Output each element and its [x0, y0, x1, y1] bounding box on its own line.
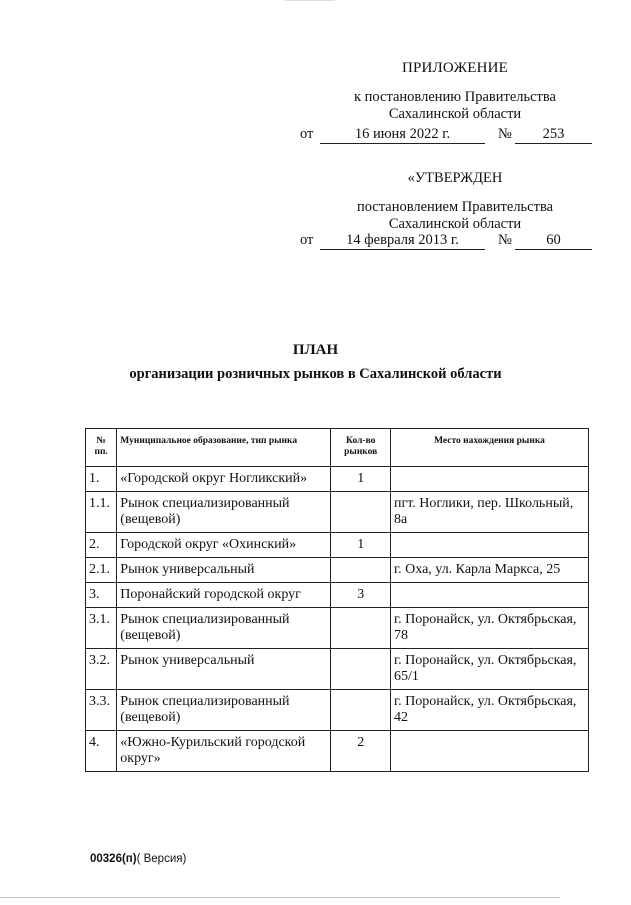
- row-count: 1: [331, 533, 391, 558]
- appendix-header: [300, 60, 590, 123]
- table-row: [86, 731, 589, 772]
- table-row: [86, 649, 589, 690]
- row-count: [331, 608, 391, 649]
- approved-line-1: постановлением Правительства: [356, 199, 554, 215]
- header-location: Место нахождения рынка: [391, 429, 589, 467]
- row-count: 1: [331, 467, 391, 492]
- header-num: № пп.: [86, 429, 117, 467]
- row-num: 4.: [86, 731, 117, 772]
- row-num: 1.: [86, 467, 117, 492]
- approved-header: [300, 170, 590, 233]
- row-count: [331, 649, 391, 690]
- table-row: [86, 583, 589, 608]
- table-header-row: [86, 429, 589, 467]
- plan-title: ПЛАН: [292, 342, 339, 358]
- appendix-from-label: от: [300, 126, 314, 142]
- approved-date: 14 февраля 2013 г.: [320, 232, 485, 250]
- row-num: 3.: [86, 583, 117, 608]
- table-row: [86, 533, 589, 558]
- markets-table: [85, 428, 589, 772]
- row-num: 2.: [86, 533, 117, 558]
- row-name: Поронайский городской округ: [117, 583, 331, 608]
- row-location: [391, 533, 589, 558]
- row-name: Рынок специализированный (вещевой): [117, 690, 331, 731]
- row-num: 1.1.: [86, 492, 117, 533]
- row-num: 3.2.: [86, 649, 117, 690]
- row-name: Городской округ «Охинский»: [117, 533, 331, 558]
- row-location: [391, 731, 589, 772]
- approved-sign-row: [300, 232, 592, 250]
- footer-version: ( Версия): [136, 853, 187, 865]
- appendix-line-1: к постановлению Правительства: [354, 89, 556, 105]
- document-footer: [90, 853, 186, 865]
- row-count: 3: [331, 583, 391, 608]
- scan-artifact-top: [285, 0, 335, 1]
- table-row: [86, 467, 589, 492]
- row-name: Рынок универсальный: [117, 558, 331, 583]
- footer-code: 00326(п): [90, 853, 137, 865]
- row-location: г. Поронайск, ул. Октябрьская, 78: [391, 608, 589, 649]
- row-location: [391, 583, 589, 608]
- row-num: 2.1.: [86, 558, 117, 583]
- row-num: 3.1.: [86, 608, 117, 649]
- appendix-date: 16 июня 2022 г.: [320, 126, 485, 144]
- approved-number-sign: №: [498, 232, 512, 248]
- row-name: «Южно-Курильский городской округ»: [117, 731, 331, 772]
- approved-title: «УТВЕРЖДЕН: [407, 170, 503, 186]
- row-location: г. Поронайск, ул. Октябрьская, 65/1: [391, 649, 589, 690]
- scan-artifact-bottom: [0, 897, 560, 898]
- plan-subtitle: организации розничных рынков в Сахалинской области: [129, 366, 502, 382]
- row-count: [331, 558, 391, 583]
- row-name: «Городской округ Ногликский»: [117, 467, 331, 492]
- table-row: [86, 690, 589, 731]
- appendix-sign-row: [300, 126, 592, 144]
- table-row: [86, 492, 589, 533]
- row-name: Рынок универсальный: [117, 649, 331, 690]
- row-num: 3.3.: [86, 690, 117, 731]
- appendix-number-sign: №: [498, 126, 512, 142]
- row-count: [331, 690, 391, 731]
- row-count: 2: [331, 731, 391, 772]
- row-location: пгт. Ноглики, пер. Школьный, 8а: [391, 492, 589, 533]
- appendix-title: ПРИЛОЖЕНИЕ: [401, 60, 509, 76]
- header-count: Кол-во рынков: [331, 429, 391, 467]
- row-location: г. Оха, ул. Карла Маркса, 25: [391, 558, 589, 583]
- row-location: [391, 467, 589, 492]
- row-name: Рынок специализированный (вещевой): [117, 608, 331, 649]
- header-municipality: Муниципальное образование, тип рынка: [117, 429, 331, 467]
- row-count: [331, 492, 391, 533]
- approved-number: 60: [515, 232, 592, 250]
- approved-line-2: Сахалинской области: [388, 216, 522, 232]
- appendix-line-2: Сахалинской области: [388, 106, 522, 122]
- row-name: Рынок специализированный (вещевой): [117, 492, 331, 533]
- table-row: [86, 558, 589, 583]
- row-location: г. Поронайск, ул. Октябрьская, 42: [391, 690, 589, 731]
- approved-from-label: от: [300, 232, 314, 248]
- appendix-number: 253: [515, 126, 592, 144]
- table-row: [86, 608, 589, 649]
